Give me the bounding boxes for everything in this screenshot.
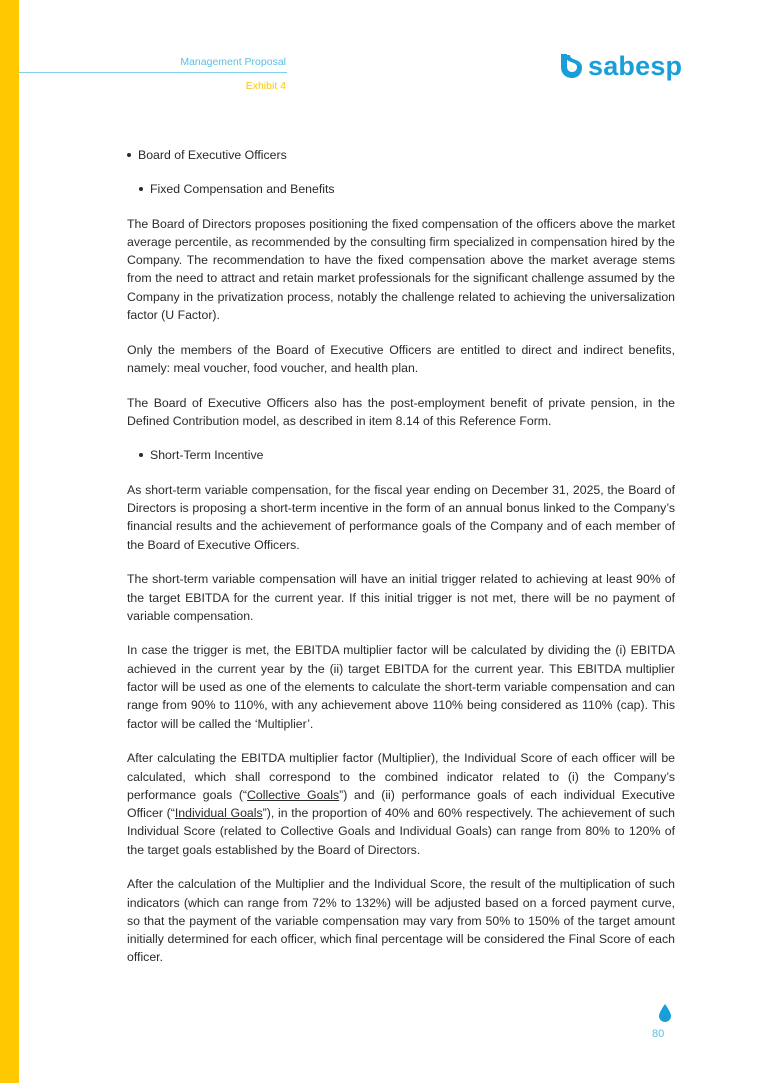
page-number: 80 (652, 1028, 665, 1040)
header-subtitle: Exhibit 4 (245, 80, 286, 92)
paragraph-multiplier: In case the trigger is met, the EBITDA multiplier factor will be calculated by dividing the (i) EBITDA achieved in the current year by the (ii) target EBITDA for the current year. This EBITDA multiplier factor will be used as one of the elements to calculate the short-term variable compensation and can range from 90% to 110%, with any achievement above 110% being considered as 110% (cap). This factor will be called the ‘Multiplier’. (127, 643, 675, 731)
collective-goals-term: Collective Goals (247, 787, 340, 802)
sabesp-logo (558, 50, 682, 82)
paragraph-short-term-compensation: As short-term variable compensation, for the fiscal year ending on December 31, 2025, the Board of Directors is proposing a short-term incentive in the form of an annual bonus linked to the Company’s financial results and the achievement of performance goals of the Company and of each member of the Board of Executive Officers. (127, 482, 675, 552)
header-rule (19, 72, 287, 73)
bullet-board-executive-officers (127, 146, 675, 164)
text-segment: ”), in the proportion of 40% and 60% respectively. The achievement of such Individual Score (related to Collective Goals and Individual Goals) can range from 80% to 120% of the target goals established by the Board of Directors. (127, 806, 675, 857)
bullet-fixed-compensation (139, 180, 675, 198)
individual-goals-term: Individual Goals (174, 806, 263, 821)
header-title: Management Proposal (180, 56, 286, 68)
water-drop-icon (659, 1004, 671, 1022)
paragraph-individual-score (127, 749, 675, 859)
side-accent-bar (0, 0, 19, 1083)
document-body (127, 146, 675, 983)
paragraph-benefits: Only the members of the Board of Executive Officers are entitled to direct and indirect benefits, namely: meal voucher, food voucher, and health plan. (127, 342, 675, 375)
paragraph-trigger: The short-term variable compensation will have an initial trigger related to achieving at least 90% of the target EBITDA for the current year. If this initial trigger is not met, there will be no payment of variable compensation. (127, 572, 675, 623)
bullet-text: Fixed Compensation and Benefits (150, 182, 335, 197)
paragraph-fixed-compensation: The Board of Directors proposes positioning the fixed compensation of the officers above the market average percentile, as recommended by the consulting firm specialized in compensation hired by the Company. The recommendation to have the fixed compensation above the market average stems from the need to attract and retain market professionals for the significant challenge assumed by the Company in the privatization process, notably the challenge related to achieving the universalization factor (U Factor). (127, 216, 675, 323)
bullet-text: Short-Term Incentive (150, 448, 264, 463)
logo-wordmark: sabesp (588, 50, 683, 81)
bullet-text: Board of Executive Officers (138, 148, 287, 162)
paragraph-pension: The Board of Executive Officers also has the post-employment benefit of private pension, in the Defined Contribution model, as described in item 8.14 of this Reference Form. (127, 395, 675, 428)
bullet-dot-icon (139, 187, 143, 191)
sabesp-logo-icon (558, 52, 584, 80)
bullet-short-term-incentive (139, 446, 675, 464)
bullet-dot-icon (139, 453, 143, 457)
text-segment: After calculating the EBITDA multiplier factor (Multiplier), the Individual Score of each officer will be calculated, which shall correspond to the combined indicator related to (i) the Company’s performance goals (“ (127, 751, 675, 802)
paragraph-final-score: After the calculation of the Multiplier and the Individual Score, the result of the multiplication of such indicators (which can range from 72% to 132%) will be adjusted based on a forced payment curve, so that the payment of the variable compensation may vary from 50% to 150% of the target amount initially determined for each officer, which final percentage will be considered the Final Score of each officer. (127, 877, 675, 965)
bullet-dot-icon (127, 153, 131, 157)
text-segment: ”) and (ii) performance goals of each individual Executive Officer (“ (127, 787, 675, 821)
